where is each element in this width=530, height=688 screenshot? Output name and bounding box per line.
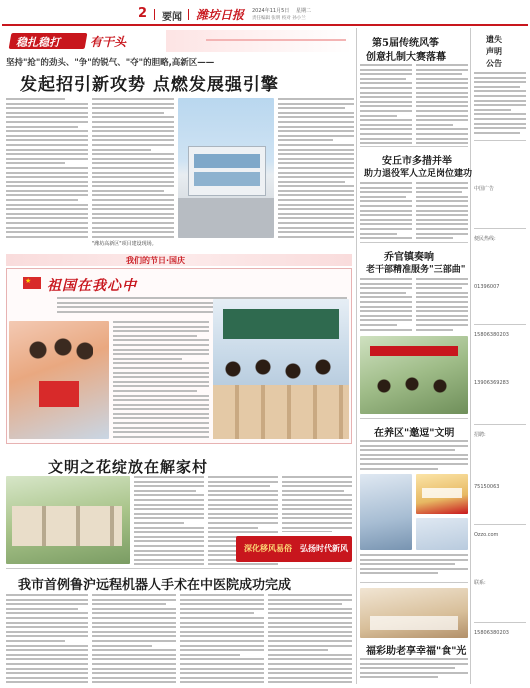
masthead-date: 2024年11月5日: [252, 8, 290, 14]
village-houses: [12, 506, 122, 546]
photo-caption: "潍坊高新区"项目建设现场。: [92, 241, 157, 247]
right-photo-1: [360, 336, 468, 414]
right-body1b: [416, 64, 468, 144]
class-phone-4: 75150063: [474, 484, 500, 490]
right-photo-2c: [416, 518, 468, 550]
right-body1a: [360, 64, 412, 144]
story3-body-col1: [6, 594, 88, 684]
ad-title3: 公告: [486, 59, 502, 68]
story2-photo: [6, 476, 130, 564]
rule: [360, 146, 468, 147]
story3-rule: [6, 568, 352, 569]
right-body4b: [360, 554, 468, 580]
kids-heads: [23, 335, 93, 365]
feature-body: [113, 321, 209, 439]
ad-title2: 声明: [486, 47, 502, 56]
rule: [360, 582, 468, 583]
rule: [474, 140, 526, 141]
masthead-divider: [188, 9, 189, 20]
banner-deco-stripe: [206, 39, 346, 41]
right-h4: 在养区"邀逗"文明: [374, 428, 455, 439]
feature-photo-kids: [9, 321, 109, 439]
class-label-2: 便民热线:: [474, 236, 496, 242]
class-label-4: 联系:: [474, 580, 486, 586]
feature-box: [6, 268, 352, 444]
right-h1b: 创意扎制大赛落幕: [366, 52, 446, 63]
lead-body-col2: [92, 98, 174, 238]
class-phone-3: 13906369283: [474, 380, 509, 386]
banner-deco: [166, 30, 352, 52]
story2-body-col1: [134, 476, 204, 566]
rule: [474, 622, 526, 623]
right-body3a: [360, 278, 412, 332]
rule: [360, 242, 468, 243]
right-h3: 乔官镇奏响: [384, 252, 434, 263]
banner: [6, 30, 352, 52]
divider-right: [470, 28, 471, 684]
building-glass: [194, 154, 260, 168]
rule: [474, 228, 526, 229]
right-h3b: 老干部精准服务"三部曲": [366, 265, 466, 275]
story2-body-col3: [282, 476, 352, 532]
ad-notice-body: [474, 72, 526, 136]
right-h1: 第5届传统风筝: [372, 38, 439, 49]
class-web: Ozzo.com: [474, 532, 499, 538]
class-label-1: 中国广告: [474, 186, 495, 192]
story3-body-col4: [268, 594, 352, 684]
right-h2b: 助力退役军人立足岗位建功: [364, 169, 473, 179]
right-photo-2b: [416, 474, 468, 514]
story3-headline: 我市首例鲁沪远程机器人手术在中医院成功完成: [18, 578, 292, 593]
right-photo-3: [360, 588, 468, 638]
table-shape: [370, 616, 458, 630]
rule: [474, 424, 526, 425]
promo-left: 深化移风易俗: [244, 544, 292, 553]
red-banner: [370, 346, 458, 356]
right-body2a: [360, 182, 412, 240]
paper-logo: 潍坊日报: [196, 8, 245, 22]
right-h5: 福彩助老享幸福"食"光: [366, 646, 467, 657]
masthead-editor: 责任编辑 张明 校对 孙小兰: [252, 16, 306, 21]
class-phone-5: 15806380203: [474, 630, 509, 636]
lead-body-col3: [278, 98, 354, 238]
right-h2: 安丘市多措并举: [382, 156, 452, 167]
lead-kicker: 坚持"抢"的劲头、"争"的锐气、"夺"的胆略,高新区——: [6, 58, 215, 68]
right-body4: [360, 440, 468, 470]
rule: [474, 524, 526, 525]
class-label-3: 招聘:: [474, 432, 486, 438]
banner-slogan: 有干头: [90, 35, 127, 49]
promo-right: 弘扬时代新风: [300, 544, 348, 553]
feature-band-label: 我们的节日·国庆: [126, 256, 186, 265]
right-body3b: [416, 278, 468, 332]
people: [372, 376, 456, 406]
masthead: [0, 0, 530, 26]
masthead-divider: [154, 9, 155, 20]
feature-photo-class: [213, 299, 349, 439]
class-board: [223, 309, 339, 339]
class-desks: [213, 385, 349, 439]
story3-body-col3: [180, 594, 264, 684]
banner-badge-text: 稳扎稳打: [16, 36, 60, 49]
right-body2b: [416, 182, 468, 240]
lead-headline: 发起招引新攻势 点燃发展强引擎: [20, 75, 279, 95]
section-name: 要闻: [162, 12, 182, 23]
story2-headline: 文明之花绽放在解家村: [48, 458, 209, 476]
rule: [474, 324, 526, 325]
building-glass: [194, 172, 260, 186]
masthead-weekday: 星期二: [296, 8, 312, 14]
story3-body-col2: [92, 594, 176, 684]
divider-main: [356, 28, 357, 684]
ground: [178, 198, 274, 238]
feature-title: 祖国在我心中: [47, 278, 137, 294]
class-phone-2: 15806380203: [474, 332, 509, 338]
right-body5: [360, 658, 468, 684]
class-kids: [221, 355, 341, 389]
kids-flag: [39, 381, 79, 407]
ad-title: 遗失: [486, 35, 502, 44]
badge-text-shape: [422, 488, 462, 498]
right-photo-2a: [360, 474, 412, 550]
class-phone-1: 01396007: [474, 284, 500, 290]
masthead-rule: [2, 24, 528, 26]
rule: [360, 418, 468, 419]
lead-body-col1: [6, 98, 88, 238]
promo-band: [236, 536, 352, 562]
feature-band: [6, 254, 352, 266]
star-icon: ★: [25, 277, 32, 285]
page-number: 2: [138, 6, 148, 21]
lead-photo: [178, 98, 274, 238]
